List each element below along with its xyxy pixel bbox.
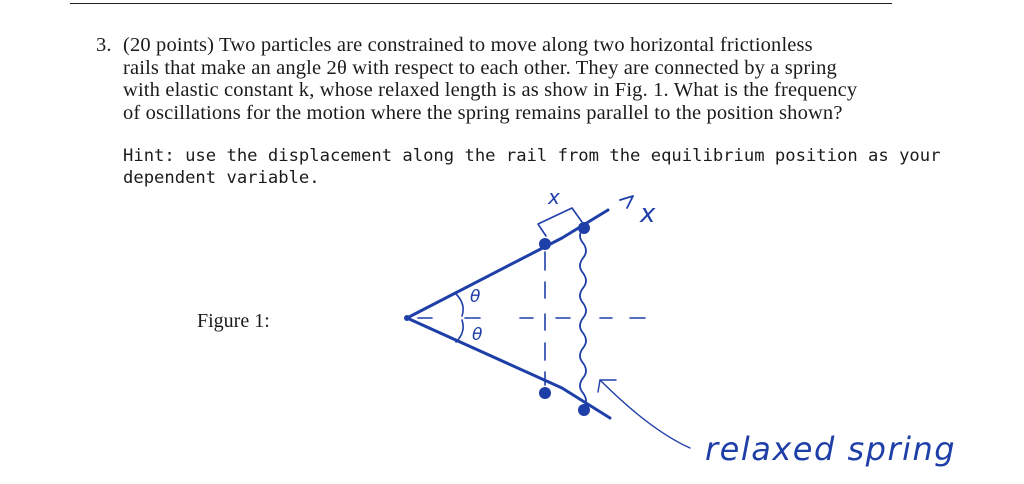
problem-number: 3.: [96, 34, 112, 56]
theta-arc-upper: [456, 294, 463, 316]
theta-arc-lower: [456, 320, 463, 342]
spring: [580, 228, 586, 408]
vertex-point: [404, 315, 410, 321]
relaxed-spring-arrow: [600, 380, 690, 448]
problem-line: with elastic constant k, whose relaxed length is as show in Fig. 1. What is the frequency: [123, 79, 858, 101]
particle-upper-equilibrium: [539, 238, 551, 250]
particle-upper-displaced: [578, 222, 590, 234]
problem-line: (20 points) Two particles are constrained to move along two horizontal frictionless: [123, 34, 813, 56]
problem-line: of oscillations for the motion where the spring remains parallel to the position shown?: [123, 101, 843, 124]
label-theta-upper: θ: [470, 287, 481, 307]
particle-lower-equilibrium: [539, 387, 551, 399]
hint-line: dependent variable.: [123, 168, 320, 188]
label-relaxed-spring: relaxed spring: [705, 430, 957, 468]
figure-label: Figure 1:: [197, 310, 270, 332]
x-direction-arrow: [620, 196, 633, 208]
displacement-bracket: [538, 208, 582, 236]
label-theta-lower: θ: [472, 325, 483, 345]
problem-line: rails that make an angle 2θ with respect to each other. They are connected by a spring: [123, 56, 837, 79]
hint-line: Hint: use the displacement along the rail from the equilibrium position as your: [123, 146, 941, 166]
label-x-large: x: [640, 199, 656, 229]
lower-rail: [407, 318, 610, 418]
particle-lower-displaced: [578, 404, 590, 416]
label-x-small: x: [548, 185, 560, 209]
upper-rail: [407, 210, 608, 318]
